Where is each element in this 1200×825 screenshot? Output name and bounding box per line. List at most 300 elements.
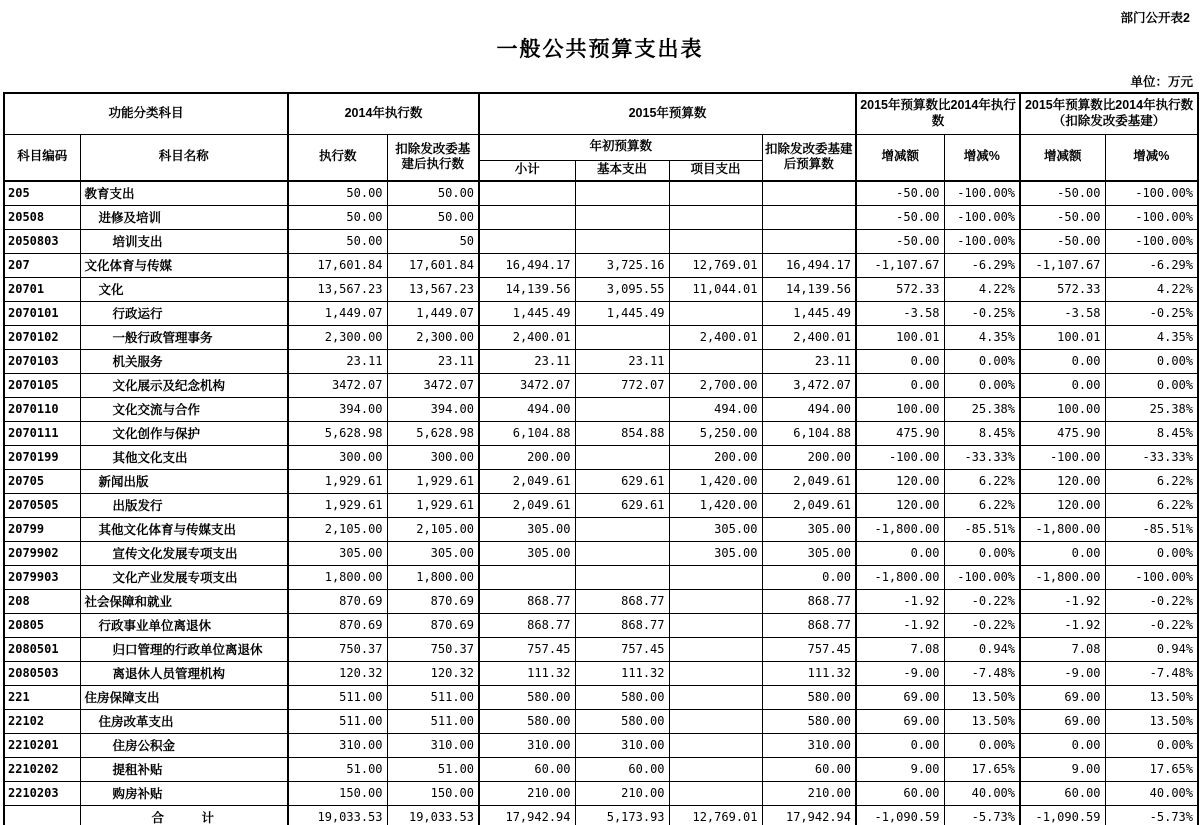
cell-value bbox=[575, 205, 669, 229]
cell-value bbox=[575, 565, 669, 589]
cell-value: 494.00 bbox=[762, 397, 856, 421]
cell-subject-name: 住房保障支出 bbox=[80, 685, 288, 709]
header-exec-excl-ndrc: 扣除发改委基建后执行数 bbox=[387, 134, 479, 181]
cell-value bbox=[669, 709, 762, 733]
cell-value bbox=[479, 229, 575, 253]
cell-subject-code: 20701 bbox=[4, 277, 80, 301]
cell-value: 17.65% bbox=[944, 757, 1020, 781]
cell-value: 757.45 bbox=[479, 637, 575, 661]
cell-value: 5,628.98 bbox=[288, 421, 387, 445]
cell-value: 69.00 bbox=[1020, 685, 1105, 709]
cell-subject-name: 行政运行 bbox=[80, 301, 288, 325]
cell-value: 0.00% bbox=[944, 349, 1020, 373]
cell-value: 0.00 bbox=[1020, 349, 1105, 373]
cell-value: 14,139.56 bbox=[479, 277, 575, 301]
cell-value: 7.08 bbox=[1020, 637, 1105, 661]
cell-value: -1,800.00 bbox=[856, 517, 944, 541]
cell-value: 300.00 bbox=[387, 445, 479, 469]
table-row bbox=[4, 565, 1198, 589]
cell-value: 1,449.07 bbox=[288, 301, 387, 325]
cell-value: 5,628.98 bbox=[387, 421, 479, 445]
cell-value: -1.92 bbox=[1020, 613, 1105, 637]
cell-value: -9.00 bbox=[856, 661, 944, 685]
cell-value: 210.00 bbox=[762, 781, 856, 805]
cell-value: -100.00 bbox=[1020, 445, 1105, 469]
table-row bbox=[4, 589, 1198, 613]
cell-value: 60.00 bbox=[762, 757, 856, 781]
cell-subject-code: 2079903 bbox=[4, 565, 80, 589]
cell-value: 0.00% bbox=[1105, 349, 1198, 373]
cell-subject-code: 2210203 bbox=[4, 781, 80, 805]
cell-value: 6,104.88 bbox=[762, 421, 856, 445]
header-group-budget-2015: 2015年预算数 bbox=[479, 93, 856, 134]
table-row bbox=[4, 613, 1198, 637]
cell-value: -1,800.00 bbox=[1020, 517, 1105, 541]
cell-value: 17.65% bbox=[1105, 757, 1198, 781]
cell-value: -85.51% bbox=[944, 517, 1020, 541]
cell-subject-code: 207 bbox=[4, 253, 80, 277]
cell-value bbox=[669, 229, 762, 253]
cell-value bbox=[669, 637, 762, 661]
cell-subject-code: 221 bbox=[4, 685, 80, 709]
cell-subject-code: 2079902 bbox=[4, 541, 80, 565]
cell-value: 475.90 bbox=[856, 421, 944, 445]
cell-value: 200.00 bbox=[762, 445, 856, 469]
cell-subject-name: 文化展示及纪念机构 bbox=[80, 373, 288, 397]
header-delta-amount-excl: 增减额 bbox=[1020, 134, 1105, 181]
cell-value: -6.29% bbox=[1105, 253, 1198, 277]
cell-value: 69.00 bbox=[1020, 709, 1105, 733]
cell-value: 3472.07 bbox=[387, 373, 479, 397]
cell-value: 120.32 bbox=[288, 661, 387, 685]
header-exec: 执行数 bbox=[288, 134, 387, 181]
cell-value: 23.11 bbox=[288, 349, 387, 373]
cell-value: 60.00 bbox=[856, 781, 944, 805]
table-row bbox=[4, 397, 1198, 421]
cell-value: 305.00 bbox=[669, 517, 762, 541]
cell-value: -1.92 bbox=[856, 613, 944, 637]
cell-value: 772.07 bbox=[575, 373, 669, 397]
cell-value: 9.00 bbox=[856, 757, 944, 781]
header-project-expense: 项目支出 bbox=[669, 160, 762, 181]
header-group-exec-2014: 2014年执行数 bbox=[288, 93, 479, 134]
cell-value: 50.00 bbox=[387, 181, 479, 205]
table-row bbox=[4, 781, 1198, 805]
header-group-compare: 2015年预算数比2014年执行数 bbox=[856, 93, 1020, 134]
cell-value: 120.00 bbox=[856, 493, 944, 517]
cell-subject-code: 2070103 bbox=[4, 349, 80, 373]
cell-subject-name: 社会保障和就业 bbox=[80, 589, 288, 613]
table-row bbox=[4, 181, 1198, 205]
cell-value: 750.37 bbox=[387, 637, 479, 661]
table-row bbox=[4, 685, 1198, 709]
cell-subject-name: 行政事业单位离退休 bbox=[80, 613, 288, 637]
cell-value: 305.00 bbox=[387, 541, 479, 565]
cell-value: 2,400.01 bbox=[669, 325, 762, 349]
cell-value: 13,567.23 bbox=[387, 277, 479, 301]
cell-value: 69.00 bbox=[856, 685, 944, 709]
cell-value: -0.22% bbox=[944, 589, 1020, 613]
cell-value: -1,800.00 bbox=[1020, 565, 1105, 589]
cell-value bbox=[575, 181, 669, 205]
cell-value: 0.00 bbox=[762, 565, 856, 589]
cell-value: 2,049.61 bbox=[762, 493, 856, 517]
cell-value bbox=[575, 517, 669, 541]
cell-value: 494.00 bbox=[479, 397, 575, 421]
cell-value bbox=[669, 661, 762, 685]
cell-value: 3,725.16 bbox=[575, 253, 669, 277]
cell-value: -1,107.67 bbox=[856, 253, 944, 277]
cell-subject-code: 2070505 bbox=[4, 493, 80, 517]
cell-value: 2,105.00 bbox=[288, 517, 387, 541]
cell-value bbox=[669, 181, 762, 205]
cell-value: 14,139.56 bbox=[762, 277, 856, 301]
cell-value: -0.22% bbox=[1105, 613, 1198, 637]
header-group-compare-excl: 2015年预算数比2014年执行数（扣除发改委基建） bbox=[1020, 93, 1198, 134]
cell-value: -50.00 bbox=[1020, 181, 1105, 205]
cell-value: 60.00 bbox=[479, 757, 575, 781]
cell-value: 12,769.01 bbox=[669, 805, 762, 825]
cell-value: -3.58 bbox=[1020, 301, 1105, 325]
cell-value bbox=[669, 613, 762, 637]
cell-value: 50.00 bbox=[288, 229, 387, 253]
cell-subject-name: 文化 bbox=[80, 277, 288, 301]
header-basic-expense: 基本支出 bbox=[575, 160, 669, 181]
header-delta-percent: 增减% bbox=[944, 134, 1020, 181]
cell-subject-name: 文化创作与保护 bbox=[80, 421, 288, 445]
cell-subject-name: 宣传文化发展专项支出 bbox=[80, 541, 288, 565]
cell-subject-code bbox=[4, 805, 80, 825]
cell-value: -0.25% bbox=[1105, 301, 1198, 325]
cell-value: 870.69 bbox=[288, 613, 387, 637]
cell-value: -7.48% bbox=[944, 661, 1020, 685]
cell-value: 100.01 bbox=[1020, 325, 1105, 349]
cell-subject-code: 2070101 bbox=[4, 301, 80, 325]
cell-subject-name: 购房补贴 bbox=[80, 781, 288, 805]
cell-value: 1,445.49 bbox=[762, 301, 856, 325]
cell-value: 868.77 bbox=[575, 589, 669, 613]
cell-value: 120.00 bbox=[856, 469, 944, 493]
cell-value: 50.00 bbox=[288, 181, 387, 205]
cell-subject-code: 2070105 bbox=[4, 373, 80, 397]
cell-value bbox=[669, 589, 762, 613]
table-row bbox=[4, 541, 1198, 565]
cell-value: 1,800.00 bbox=[387, 565, 479, 589]
cell-value bbox=[669, 565, 762, 589]
cell-value: -50.00 bbox=[856, 229, 944, 253]
cell-value: -100.00% bbox=[1105, 229, 1198, 253]
cell-value: -5.73% bbox=[1105, 805, 1198, 825]
cell-value: -50.00 bbox=[856, 181, 944, 205]
table-row bbox=[4, 445, 1198, 469]
cell-value: -100.00% bbox=[944, 205, 1020, 229]
cell-value: 60.00 bbox=[575, 757, 669, 781]
cell-subject-code: 2070111 bbox=[4, 421, 80, 445]
cell-value: 868.77 bbox=[762, 589, 856, 613]
cell-value: 580.00 bbox=[479, 709, 575, 733]
cell-subject-name: 机关服务 bbox=[80, 349, 288, 373]
cell-subject-name: 离退休人员管理机构 bbox=[80, 661, 288, 685]
cell-value: 580.00 bbox=[479, 685, 575, 709]
cell-value: 60.00 bbox=[1020, 781, 1105, 805]
cell-value: 9.00 bbox=[1020, 757, 1105, 781]
cell-subject-code: 2070110 bbox=[4, 397, 80, 421]
total-row bbox=[4, 805, 1198, 825]
cell-value: 511.00 bbox=[387, 709, 479, 733]
cell-value: 1,929.61 bbox=[288, 469, 387, 493]
cell-value: -1,090.59 bbox=[856, 805, 944, 825]
cell-subject-code: 2080501 bbox=[4, 637, 80, 661]
cell-value bbox=[575, 541, 669, 565]
cell-value: -1,090.59 bbox=[1020, 805, 1105, 825]
cell-value: 629.61 bbox=[575, 469, 669, 493]
cell-value: 19,033.53 bbox=[387, 805, 479, 825]
cell-value: 8.45% bbox=[1105, 421, 1198, 445]
cell-value: 757.45 bbox=[575, 637, 669, 661]
table-row bbox=[4, 709, 1198, 733]
cell-value: 120.32 bbox=[387, 661, 479, 685]
cell-value: 111.32 bbox=[479, 661, 575, 685]
page-title: 一般公共预算支出表 bbox=[496, 38, 704, 61]
cell-value: -0.22% bbox=[944, 613, 1020, 637]
cell-value: 0.00% bbox=[1105, 541, 1198, 565]
cell-value bbox=[479, 205, 575, 229]
table-row bbox=[4, 373, 1198, 397]
cell-value: 305.00 bbox=[479, 517, 575, 541]
cell-value: -50.00 bbox=[856, 205, 944, 229]
cell-value: 25.38% bbox=[1105, 397, 1198, 421]
cell-subject-name: 培训支出 bbox=[80, 229, 288, 253]
cell-value: 8.45% bbox=[944, 421, 1020, 445]
cell-value: 16,494.17 bbox=[762, 253, 856, 277]
cell-value: 2,049.61 bbox=[479, 493, 575, 517]
cell-value: 19,033.53 bbox=[288, 805, 387, 825]
table-row bbox=[4, 205, 1198, 229]
cell-value: 629.61 bbox=[575, 493, 669, 517]
cell-value: 870.69 bbox=[288, 589, 387, 613]
cell-value: -33.33% bbox=[1105, 445, 1198, 469]
cell-value: 750.37 bbox=[288, 637, 387, 661]
cell-subject-code: 22102 bbox=[4, 709, 80, 733]
cell-subject-name: 住房改革支出 bbox=[80, 709, 288, 733]
cell-value: 6.22% bbox=[944, 469, 1020, 493]
cell-value: 13.50% bbox=[944, 685, 1020, 709]
cell-value: 305.00 bbox=[762, 541, 856, 565]
cell-value: -100.00% bbox=[944, 181, 1020, 205]
cell-subject-code: 2070199 bbox=[4, 445, 80, 469]
cell-value: 868.77 bbox=[762, 613, 856, 637]
cell-value: 150.00 bbox=[387, 781, 479, 805]
cell-subject-code: 2210202 bbox=[4, 757, 80, 781]
header-budget-excl-ndrc: 扣除发改委基建后预算数 bbox=[762, 134, 856, 181]
cell-subject-code: 20799 bbox=[4, 517, 80, 541]
cell-value: 210.00 bbox=[575, 781, 669, 805]
cell-value: 111.32 bbox=[575, 661, 669, 685]
cell-value: 12,769.01 bbox=[669, 253, 762, 277]
cell-value: 1,445.49 bbox=[575, 301, 669, 325]
cell-value: 0.00% bbox=[944, 373, 1020, 397]
cell-subject-name: 归口管理的行政单位离退休 bbox=[80, 637, 288, 661]
cell-value: 0.00 bbox=[1020, 373, 1105, 397]
cell-value: -100.00 bbox=[856, 445, 944, 469]
table-row bbox=[4, 733, 1198, 757]
cell-value: -50.00 bbox=[1020, 205, 1105, 229]
cell-value: 2,105.00 bbox=[387, 517, 479, 541]
cell-value: -5.73% bbox=[944, 805, 1020, 825]
header-delta-percent-excl: 增减% bbox=[1105, 134, 1198, 181]
cell-value: 16,494.17 bbox=[479, 253, 575, 277]
cell-value: 25.38% bbox=[944, 397, 1020, 421]
cell-value: -33.33% bbox=[944, 445, 1020, 469]
cell-value: -1.92 bbox=[856, 589, 944, 613]
table-row bbox=[4, 757, 1198, 781]
cell-value: 50.00 bbox=[288, 205, 387, 229]
cell-value: 51.00 bbox=[288, 757, 387, 781]
cell-value: 494.00 bbox=[669, 397, 762, 421]
cell-value: 100.00 bbox=[856, 397, 944, 421]
cell-value: 50.00 bbox=[387, 205, 479, 229]
cell-value: 17,601.84 bbox=[288, 253, 387, 277]
cell-value: 3472.07 bbox=[288, 373, 387, 397]
cell-subject-code: 20705 bbox=[4, 469, 80, 493]
cell-value: 511.00 bbox=[288, 709, 387, 733]
cell-value: 69.00 bbox=[856, 709, 944, 733]
cell-value: -3.58 bbox=[856, 301, 944, 325]
cell-value: 2,400.01 bbox=[762, 325, 856, 349]
table-row bbox=[4, 229, 1198, 253]
cell-subject-name: 教育支出 bbox=[80, 181, 288, 205]
cell-value: 100.00 bbox=[1020, 397, 1105, 421]
cell-value: 23.11 bbox=[479, 349, 575, 373]
cell-value: 0.94% bbox=[944, 637, 1020, 661]
cell-value: 0.00% bbox=[1105, 373, 1198, 397]
header-subtotal: 小计 bbox=[479, 160, 575, 181]
table-row bbox=[4, 253, 1198, 277]
cell-value: -1,800.00 bbox=[856, 565, 944, 589]
cell-subject-code: 2070102 bbox=[4, 325, 80, 349]
cell-value: 475.90 bbox=[1020, 421, 1105, 445]
cell-value bbox=[669, 205, 762, 229]
cell-value: 310.00 bbox=[288, 733, 387, 757]
cell-value: 0.00% bbox=[944, 541, 1020, 565]
table-row bbox=[4, 493, 1198, 517]
cell-value: 580.00 bbox=[762, 685, 856, 709]
cell-subject-name: 出版发行 bbox=[80, 493, 288, 517]
cell-value: -0.22% bbox=[1105, 589, 1198, 613]
cell-value: -100.00% bbox=[1105, 565, 1198, 589]
cell-value: -100.00% bbox=[1105, 181, 1198, 205]
cell-value: 0.00 bbox=[1020, 733, 1105, 757]
cell-value: -7.48% bbox=[1105, 661, 1198, 685]
cell-value bbox=[575, 397, 669, 421]
cell-value: 1,929.61 bbox=[288, 493, 387, 517]
cell-value: 3472.07 bbox=[479, 373, 575, 397]
cell-value: 2,400.01 bbox=[479, 325, 575, 349]
cell-value: 572.33 bbox=[856, 277, 944, 301]
cell-value: 394.00 bbox=[288, 397, 387, 421]
cell-value bbox=[575, 445, 669, 469]
cell-value: 51.00 bbox=[387, 757, 479, 781]
cell-subject-name: 文化产业发展专项支出 bbox=[80, 565, 288, 589]
cell-subject-name: 提租补贴 bbox=[80, 757, 288, 781]
cell-value: 0.00 bbox=[856, 373, 944, 397]
table-row bbox=[4, 661, 1198, 685]
header-subject-name: 科目名称 bbox=[80, 134, 288, 181]
cell-value: 580.00 bbox=[762, 709, 856, 733]
cell-value: 854.88 bbox=[575, 421, 669, 445]
cell-value: 23.11 bbox=[575, 349, 669, 373]
cell-value: 17,942.94 bbox=[762, 805, 856, 825]
cell-value: 1,800.00 bbox=[288, 565, 387, 589]
cell-value: 580.00 bbox=[575, 685, 669, 709]
header-group-function: 功能分类科目 bbox=[4, 93, 288, 134]
cell-value: 300.00 bbox=[288, 445, 387, 469]
cell-value: 4.35% bbox=[1105, 325, 1198, 349]
cell-value bbox=[575, 229, 669, 253]
cell-value bbox=[762, 229, 856, 253]
cell-value: 23.11 bbox=[762, 349, 856, 373]
cell-value: 13.50% bbox=[944, 709, 1020, 733]
cell-value: 394.00 bbox=[387, 397, 479, 421]
cell-value: 0.00 bbox=[1020, 541, 1105, 565]
cell-subject-code: 2050803 bbox=[4, 229, 80, 253]
cell-value: 5,250.00 bbox=[669, 421, 762, 445]
cell-value: 572.33 bbox=[1020, 277, 1105, 301]
cell-value: -100.00% bbox=[1105, 205, 1198, 229]
cell-value: 1,420.00 bbox=[669, 469, 762, 493]
cell-value: 2,700.00 bbox=[669, 373, 762, 397]
cell-value: -9.00 bbox=[1020, 661, 1105, 685]
cell-value: 3,472.07 bbox=[762, 373, 856, 397]
cell-value: 0.94% bbox=[1105, 637, 1198, 661]
cell-subject-name: 其他文化支出 bbox=[80, 445, 288, 469]
corner-label: 部门公开表2 bbox=[1120, 11, 1190, 25]
cell-value bbox=[669, 733, 762, 757]
cell-value: 305.00 bbox=[288, 541, 387, 565]
header-initial-budget: 年初预算数 bbox=[479, 134, 762, 160]
cell-value bbox=[762, 205, 856, 229]
cell-value: 6,104.88 bbox=[479, 421, 575, 445]
cell-value: 17,601.84 bbox=[387, 253, 479, 277]
cell-value: 3,095.55 bbox=[575, 277, 669, 301]
cell-value: 305.00 bbox=[762, 517, 856, 541]
cell-value: -85.51% bbox=[1105, 517, 1198, 541]
cell-subject-code: 205 bbox=[4, 181, 80, 205]
cell-value: 23.11 bbox=[387, 349, 479, 373]
cell-value bbox=[669, 757, 762, 781]
budget-table-body bbox=[4, 181, 1198, 825]
cell-value: 0.00 bbox=[856, 541, 944, 565]
cell-value: 7.08 bbox=[856, 637, 944, 661]
cell-value: 6.22% bbox=[1105, 469, 1198, 493]
cell-value: 310.00 bbox=[387, 733, 479, 757]
cell-value: -6.29% bbox=[944, 253, 1020, 277]
cell-value: 757.45 bbox=[762, 637, 856, 661]
cell-value: 11,044.01 bbox=[669, 277, 762, 301]
table-row bbox=[4, 469, 1198, 493]
cell-subject-name: 新闻出版 bbox=[80, 469, 288, 493]
cell-value: 210.00 bbox=[479, 781, 575, 805]
table-row bbox=[4, 517, 1198, 541]
cell-value: 40.00% bbox=[1105, 781, 1198, 805]
cell-value: 0.00% bbox=[1105, 733, 1198, 757]
cell-value: -1.92 bbox=[1020, 589, 1105, 613]
cell-value: 150.00 bbox=[288, 781, 387, 805]
cell-value: 2,049.61 bbox=[762, 469, 856, 493]
cell-value: 310.00 bbox=[762, 733, 856, 757]
table-header bbox=[4, 93, 1198, 181]
table-row bbox=[4, 277, 1198, 301]
